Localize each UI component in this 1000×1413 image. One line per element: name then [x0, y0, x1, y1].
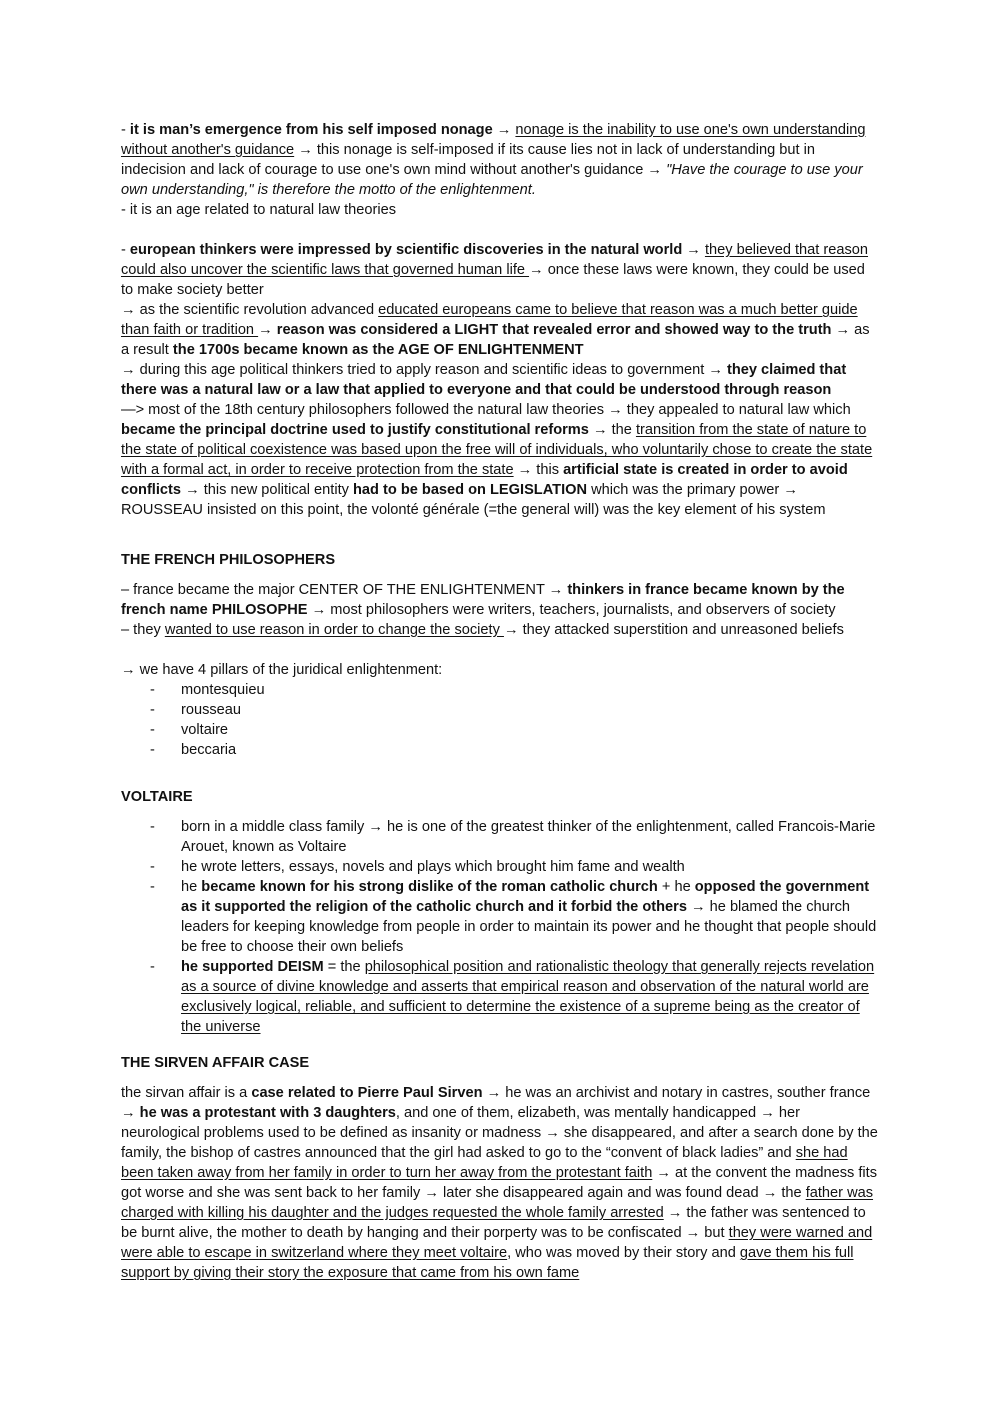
text-run: opposed the government as it supported the religion of the catholic church and it forbid the others	[181, 879, 870, 915]
text-run: which was the primary power → ROUSSEAU insisted on this point, the volonté générale (=the general will) was the key element of his system	[121, 482, 826, 518]
text-run: artificial state is created in order to avoid conflicts	[121, 462, 848, 498]
list-item	[121, 877, 881, 957]
text-run: he was a protestant with 3 daughters	[139, 1105, 396, 1121]
text-run: -	[121, 242, 130, 258]
heading-french-philosophers: THE FRENCH PHILOSOPHERS	[121, 552, 336, 568]
text-run: philosophical position and rationalistic theology that generally rejects revelation as a source of divine knowledge and asserts that empirical reason and observation of the natural world are exclusively logical, reliable, and sufficient to determine the existence of a supreme being as the creator of the universe	[181, 959, 875, 1035]
text-run: it is man’s emergence from his self imposed nonage	[129, 122, 493, 138]
text-run: → the	[588, 422, 636, 438]
text-run: → the father was sentenced to be burnt alive, the mother to death by hanging and their porperty was to be confiscated → but	[121, 1205, 866, 1241]
heading-voltaire: VOLTAIRE	[121, 789, 193, 805]
text-run: → most philosophers were writers, teachers, journalists, and observers of society	[307, 602, 836, 618]
voltaire-list	[121, 817, 881, 1037]
text-run: + he	[657, 879, 695, 895]
intro-paragraph-european-thinkers	[121, 240, 881, 300]
text-run: reason was considered a LIGHT that revealed error and showed way to the truth	[276, 322, 832, 338]
pillars-list	[121, 680, 881, 760]
document-content	[121, 120, 881, 1283]
text-run: european thinkers were impressed by scientific discoveries in the natural world	[129, 242, 683, 258]
text-run: → as the scientific revolution advanced	[121, 302, 379, 318]
text-run: they claimed that there was a natural law or a law that applied to everyone and that could be understood through reason	[121, 362, 847, 398]
text-run: -	[121, 122, 130, 138]
text-run: "Have the courage to use your own understanding," is therefore the motto of the enlightenment.	[121, 162, 863, 198]
intro-paragraph-natural-law	[121, 200, 881, 220]
intro-paragraph-scientific-revolution	[121, 300, 881, 360]
text-run: → this nonage is self-imposed if its cause lies not in lack of understanding but in indecision and lack of courage to use one's own mind without another's guidance →	[121, 142, 815, 178]
text-run: she had been taken away from her family in order to turn her away from the protestant faith	[121, 1145, 848, 1181]
text-run: →	[682, 242, 705, 258]
sirven-paragraph	[121, 1083, 881, 1283]
text-run: they believed that reason could also uncover the scientific laws that governed human life	[121, 242, 869, 278]
list-item	[121, 817, 881, 857]
french-paragraph-center	[121, 580, 881, 620]
text-run: thinkers in france became known by the french name PHILOSOPHE	[121, 582, 845, 618]
text-run: the 1700s became known as the AGE OF ENLIGHTENMENT	[172, 342, 584, 358]
text-run: had to be based on LEGISLATION	[352, 482, 588, 498]
text-run: born in a middle class family → he is one of the greatest thinker of the enlightenment, called Francois-Marie Arouet, known as Voltaire	[181, 819, 876, 855]
intro-paragraph-philosophers	[121, 400, 881, 520]
french-paragraph-reason	[121, 620, 881, 640]
text-run: → as a result	[121, 322, 870, 358]
list-item: - beccaria	[121, 740, 881, 760]
text-run: , who was moved by their story and	[507, 1245, 740, 1261]
text-run: —> most of the 18th century philosophers followed the natural law theories → they appealed to natural law which	[121, 402, 851, 418]
text-run: , and one of them, elizabeth, was mentally handicapped → her neurological problems used to be defined as insanity or madness → she disappeared, and after a search done by the family, the bishop of castres announced that the girl had asked to go to the “convent of black ladies” and	[121, 1105, 878, 1161]
heading-sirven-affair: THE SIRVEN AFFAIR CASE	[121, 1055, 310, 1071]
text-run: became the principal doctrine used to justify constitutional reforms	[121, 422, 589, 438]
text-run: → during this age political thinkers tried to apply reason and scientific ideas to government →	[121, 362, 727, 378]
text-run: he supported DEISM	[181, 959, 324, 975]
list-item	[121, 857, 881, 877]
list-item: - rousseau	[121, 700, 881, 720]
text-run: the sirvan affair is a	[121, 1085, 252, 1101]
list-item	[121, 957, 881, 1037]
text-run: – they	[121, 622, 165, 638]
text-run: they were warned and were able to escape in switzerland where they meet voltaire	[121, 1225, 873, 1261]
text-run: educated europeans came to believe that reason was a much better guide than faith or tradition	[121, 302, 858, 338]
text-run: → this	[513, 462, 564, 478]
text-run: → he blamed the church leaders for keeping knowledge from people in order to maintain its power and he thought that people should be free to choose their own beliefs	[181, 899, 877, 955]
text-run: became known for his strong dislike of the roman catholic church	[201, 879, 658, 895]
pillars-intro: → we have 4 pillars of the juridical enlightenment:	[121, 662, 443, 678]
text-run: case related to Pierre Paul Sirven	[251, 1085, 483, 1101]
text-run: →	[258, 322, 277, 338]
text-run: → he was an archivist and notary in castres, souther france →	[121, 1085, 871, 1121]
text-run: nonage is the inability to use one's own understanding without another's guidance	[121, 122, 866, 158]
text-run: he	[181, 879, 202, 895]
list-item: - montesquieu	[121, 680, 881, 700]
intro-paragraph-nonage	[121, 120, 881, 200]
text-run: → they attacked superstition and unreasoned beliefs	[503, 622, 844, 638]
text-run: → once these laws were known, they could be used to make society better	[121, 262, 865, 298]
text-run: he wrote letters, essays, novels and plays which brought him fame and wealth	[181, 859, 685, 875]
text-run: →	[492, 122, 516, 138]
text-run: = the	[323, 959, 365, 975]
list-item: - voltaire	[121, 720, 881, 740]
text-run: - it is an age related to natural law theories	[121, 202, 397, 218]
text-run: – france became the major CENTER OF THE ENLIGHTENMENT →	[121, 582, 568, 598]
text-run: wanted to use reason in order to change the society	[164, 622, 504, 638]
text-run: → this new political entity	[181, 482, 353, 498]
text-run: transition from the state of nature to the state of political coexistence was based upon the free will of individuals, who voluntarily chose to create the state with a formal act, in order to receive protection from the state	[121, 422, 873, 478]
text-run: gave them his full support by giving their story the exposure that came from his own fame	[121, 1245, 854, 1281]
text-run: father was charged with killing his daughter and the judges requested the whole family arrested	[121, 1185, 874, 1221]
text-run: → at the convent the madness fits got worse and she was sent back to her family → later she disappeared again and was found dead → the	[121, 1165, 878, 1201]
intro-paragraph-political-thinkers	[121, 360, 881, 400]
